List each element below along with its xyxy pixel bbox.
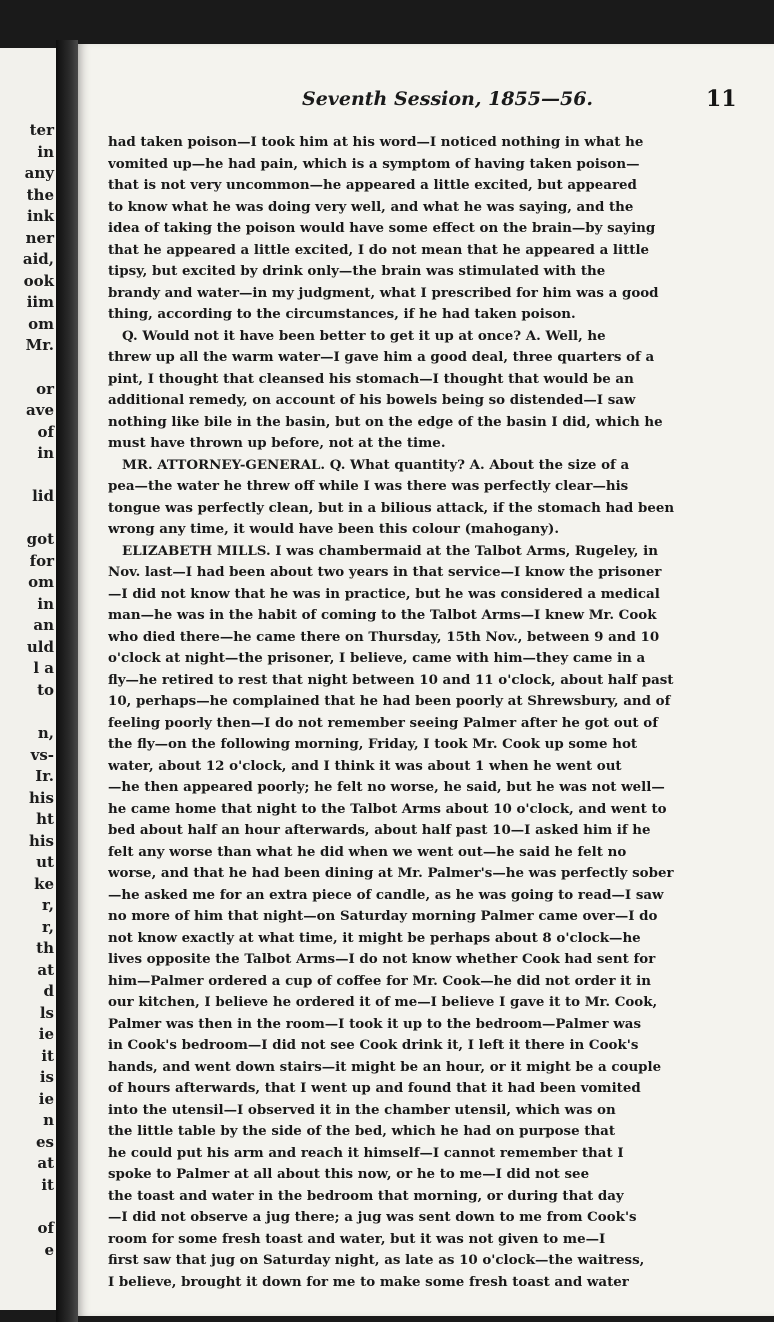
book-gutter bbox=[56, 40, 78, 1322]
text-line: the little table by the side of the bed, which he had on purpose that bbox=[108, 1123, 616, 1139]
text-line: he could put his arm and reach it himself—I cannot remember that I bbox=[108, 1144, 624, 1161]
left-page-fragment: for bbox=[29, 552, 54, 570]
left-page-fragment: r, bbox=[41, 918, 54, 936]
left-page-fragment: l a bbox=[33, 659, 54, 677]
text-line: water, about 12 o'clock, and I think it was about 1 when he went out bbox=[108, 757, 622, 774]
left-page-fragment: any bbox=[24, 164, 54, 182]
text-line: the toast and water in the bedroom that morning, or during that day bbox=[108, 1187, 624, 1204]
left-page-fragment: of bbox=[37, 1219, 54, 1237]
left-page-fragment: n, bbox=[37, 724, 54, 742]
left-page-fragment: the bbox=[26, 186, 54, 204]
text-line: to know what he was doing very well, and what he was saying, and the bbox=[108, 198, 634, 215]
text-line: I believe, brought it down for me to make some fresh toast and water bbox=[108, 1273, 629, 1290]
left-page-fragment: in bbox=[37, 444, 54, 462]
text-line: first saw that jug on Saturday night, as late as 10 o'clock—the waitress, bbox=[108, 1252, 645, 1268]
text-line: brandy and water—in my judgment, what I prescribed for him was a good bbox=[108, 284, 659, 301]
left-page-fragment: aid, bbox=[22, 250, 54, 268]
left-page-fragment: lid bbox=[32, 487, 54, 505]
left-page-fragment: e bbox=[44, 1241, 54, 1259]
text-line: our kitchen, I believe he ordered it of me—I believe I gave it to Mr. Cook, bbox=[108, 994, 658, 1010]
left-page-fragment: in bbox=[37, 595, 54, 613]
text-line: tipsy, but excited by drink only—the brain was stimulated with the bbox=[108, 263, 606, 279]
text-line: not know exactly at what time, it might be perhaps about 8 o'clock—he bbox=[108, 929, 641, 946]
text-line: thing, according to the circumstances, if he had taken poison. bbox=[108, 306, 576, 322]
text-line: wrong any time, it would have been this colour (mahogany). bbox=[108, 521, 559, 537]
text-line: that he appeared a little excited, I do not mean that he appeared a little bbox=[108, 241, 650, 258]
left-page-fragment: ink bbox=[27, 207, 54, 225]
text-line: Nov. last—I had been about two years in that service—I know the prisoner bbox=[108, 564, 662, 580]
left-page-fragment: ie bbox=[38, 1090, 54, 1108]
text-line: room for some fresh toast and water, but it was not given to me—I bbox=[108, 1230, 606, 1247]
left-page-fragment: is bbox=[39, 1068, 54, 1086]
text-line: —I did not know that he was in practice, but he was considered a medical bbox=[108, 585, 660, 602]
left-page-fragment: uld bbox=[26, 638, 54, 656]
left-page-fragment: or bbox=[36, 380, 54, 398]
left-page-fragment: ht bbox=[36, 810, 54, 828]
left-page-fragment: vs- bbox=[30, 746, 54, 764]
left-page-fragment: Ir. bbox=[35, 767, 54, 785]
left-page-fragment: ave bbox=[26, 401, 54, 419]
left-page-fragment: ls bbox=[39, 1004, 54, 1022]
left-page-fragment: his bbox=[28, 832, 54, 850]
left-page-fragment: of bbox=[37, 423, 54, 441]
text-line: no more of him that night—on Saturday morning Palmer came over—I do bbox=[108, 908, 658, 924]
text-line: —he asked me for an extra piece of candle, as he was going to read—I saw bbox=[108, 886, 664, 903]
left-page-fragment: at bbox=[37, 961, 54, 979]
text-line: that is not very uncommon—he appeared a little excited, but appeared bbox=[108, 177, 637, 193]
previous-page-edge bbox=[0, 48, 57, 1310]
left-page-fragment: ter bbox=[29, 121, 54, 139]
left-page-fragment: th bbox=[36, 939, 54, 957]
text-line: in Cook's bedroom—I did not see Cook drink it, I left it there in Cook's bbox=[108, 1037, 639, 1053]
text-line: had taken poison—I took him at his word—I noticed nothing in what he bbox=[108, 134, 644, 150]
left-page-fragment: an bbox=[33, 616, 54, 634]
left-page-fragment: d bbox=[43, 982, 54, 1000]
left-page-fragment: iim bbox=[26, 293, 54, 311]
text-line: vomited up—he had pain, which is a symptom of having taken poison— bbox=[108, 155, 640, 172]
running-header bbox=[78, 88, 752, 112]
text-line: he came home that night to the Talbot Arms about 10 o'clock, and went to bbox=[108, 800, 667, 817]
text-line: ELIZABETH MILLS. I was chambermaid at the Talbot Arms, Rugeley, in bbox=[122, 542, 658, 559]
text-line: must have thrown up before, not at the time. bbox=[108, 435, 446, 451]
left-page-fragment: Mr. bbox=[25, 336, 54, 354]
book-page bbox=[78, 44, 774, 1316]
left-page-fragment: it bbox=[41, 1047, 54, 1065]
left-page-fragment: es bbox=[36, 1133, 54, 1151]
left-page-fragment: om bbox=[28, 573, 54, 591]
text-line: man—he was in the habit of coming to the Talbot Arms—I knew Mr. Cook bbox=[108, 607, 657, 623]
text-line: feeling poorly then—I do not remember seeing Palmer after he got out of bbox=[108, 714, 658, 731]
text-line: hands, and went down stairs—it might be an hour, or it might be a couple bbox=[108, 1058, 662, 1075]
left-page-fragment: om bbox=[28, 315, 54, 333]
text-line: him—Palmer ordered a cup of coffee for Mr. Cook—he did not order it in bbox=[108, 972, 651, 989]
text-line: Q. Would not it have been better to get it up at once? A. Well, he bbox=[122, 327, 606, 344]
text-line: worse, and that he had been dining at Mr. Palmer's—he was perfectly sober bbox=[108, 865, 674, 881]
text-line: o'clock at night—the prisoner, I believe, came with him—they came in a bbox=[108, 650, 646, 666]
left-page-fragment: n bbox=[43, 1111, 54, 1129]
text-line: Palmer was then in the room—I took it up to the bedroom—Palmer was bbox=[108, 1015, 642, 1032]
text-line: MR. ATTORNEY-GENERAL. Q. What quantity? A. About the size of a bbox=[122, 456, 630, 473]
text-line: additional remedy, on account of his bowels being so distended—I saw bbox=[108, 392, 636, 408]
left-page-fragment: ut bbox=[36, 853, 54, 871]
text-line: pint, I thought that cleansed his stomach—I thought that would be an bbox=[108, 370, 634, 387]
text-line: into the utensil—I observed it in the chamber utensil, which was on bbox=[108, 1101, 616, 1118]
left-page-fragment: got bbox=[26, 530, 54, 548]
text-line: spoke to Palmer at all about this now, or he to me—I did not see bbox=[108, 1166, 590, 1182]
left-page-fragment: at bbox=[37, 1154, 54, 1172]
page-number: 11 bbox=[706, 86, 737, 112]
running-title: Seventh Session, 1855—56. bbox=[302, 88, 594, 110]
text-line: —he then appeared poorly; he felt no worse, he said, but he was not well— bbox=[108, 779, 665, 795]
text-line: tongue was perfectly clean, but in a bilious attack, if the stomach had been bbox=[108, 499, 675, 516]
text-line: who died there—he came there on Thursday, 15th Nov., between 9 and 10 bbox=[108, 628, 660, 645]
text-line: lives opposite the Talbot Arms—I do not know whether Cook had sent for bbox=[108, 951, 656, 967]
left-page-fragment: ie bbox=[38, 1025, 54, 1043]
text-line: fly—he retired to rest that night between 10 and 11 o'clock, about half past bbox=[108, 671, 674, 688]
text-line: idea of taking the poison would have some effect on the brain—by saying bbox=[108, 220, 656, 236]
text-line: nothing like bile in the basin, but on the edge of the basin I did, which he bbox=[108, 413, 663, 430]
text-line: pea—the water he threw off while I was there was perfectly clear—his bbox=[108, 478, 629, 494]
left-page-fragment: r, bbox=[41, 896, 54, 914]
text-line: —I did not observe a jug there; a jug was sent down to me from Cook's bbox=[108, 1209, 637, 1225]
page-body-text bbox=[108, 132, 770, 1293]
text-line: 10, perhaps—he complained that he had been poorly at Shrewsbury, and of bbox=[108, 693, 671, 709]
left-page-fragment: ook bbox=[23, 272, 54, 290]
text-line: the fly—on the following morning, Friday, I took Mr. Cook up some hot bbox=[108, 736, 638, 752]
text-line: felt any worse than what he did when we went out—he said he felt no bbox=[108, 843, 627, 860]
left-page-fragment: his bbox=[28, 789, 54, 807]
text-line: bed about half an hour afterwards, about half past 10—I asked him if he bbox=[108, 822, 651, 838]
left-page-fragment: it bbox=[41, 1176, 54, 1194]
left-page-fragment: to bbox=[37, 681, 54, 699]
left-page-fragment: in bbox=[37, 143, 54, 161]
left-page-fragment: ner bbox=[25, 229, 54, 247]
left-page-fragment: ke bbox=[34, 875, 54, 893]
text-line: of hours afterwards, that I went up and found that it had been vomited bbox=[108, 1080, 641, 1096]
text-line: threw up all the warm water—I gave him a good deal, three quarters of a bbox=[108, 349, 655, 365]
